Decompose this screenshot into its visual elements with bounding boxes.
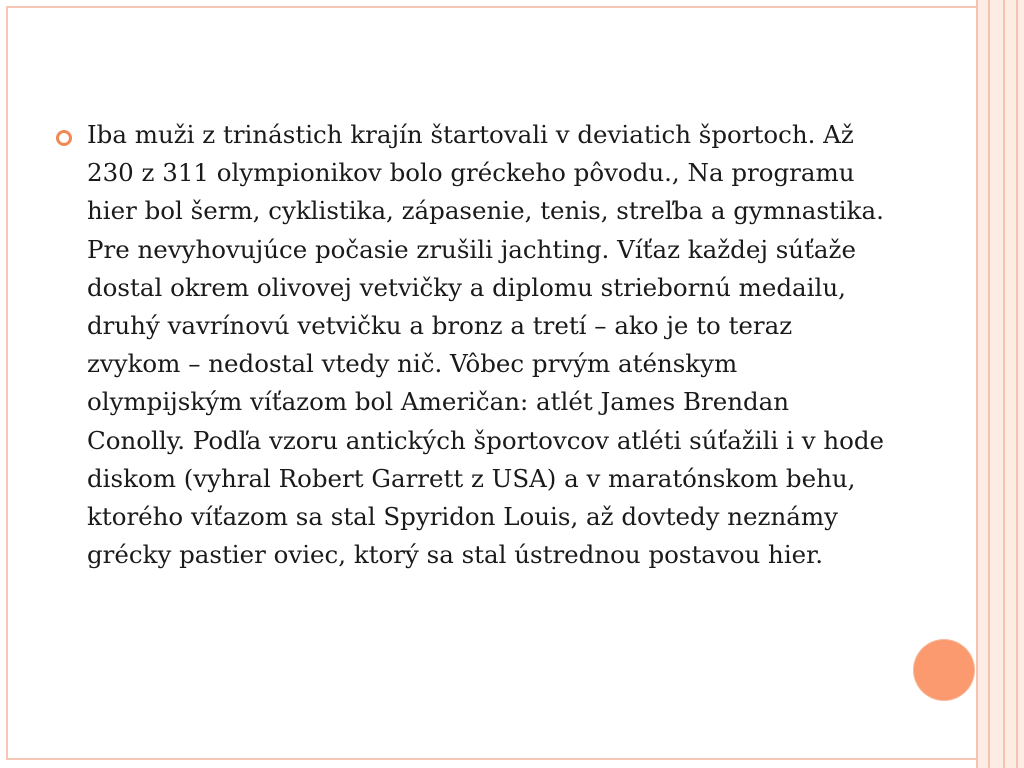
band-stripe bbox=[1003, 0, 1005, 768]
band-stripe bbox=[1016, 0, 1018, 768]
band-stripe bbox=[976, 0, 978, 768]
decorative-circle bbox=[914, 640, 974, 700]
bullet-item bbox=[56, 116, 886, 574]
band-stripe bbox=[988, 0, 990, 768]
bullet-text: Iba muži z trinástich krajín štartovali v deviatich športoch. Až 230 z 311 olympionikov bolo gréckeho pôvodu., Na programu hier bol šerm, cyklistika, zápasenie, tenis, streľba a gymnastika. Pre nevyhovujúce počasie zrušili jachting. Víťaz každej súťaže dostal okrem olivovej vetvičky a diplomu striebornú medailu, druhý vavrínovú vetvičku a bronz a tretí – ako je to teraz zvykom – nedostal vtedy nič. Vôbec prvým aténskym olympijským víťazom bol Američan: atlét James Brendan Conolly. Podľa vzoru antických športovcov atléti súťažili i v hode diskom (vyhral Robert Garrett z USA) a v maratónskom behu, ktorého víťazom sa stal Spyridon Louis, až dovtedy neznámy grécky pastier oviec, ktorý sa stal ústrednou postavou hier. bbox=[87, 120, 885, 570]
slide-content bbox=[56, 116, 886, 574]
hollow-circle-bullet-icon bbox=[56, 130, 72, 146]
